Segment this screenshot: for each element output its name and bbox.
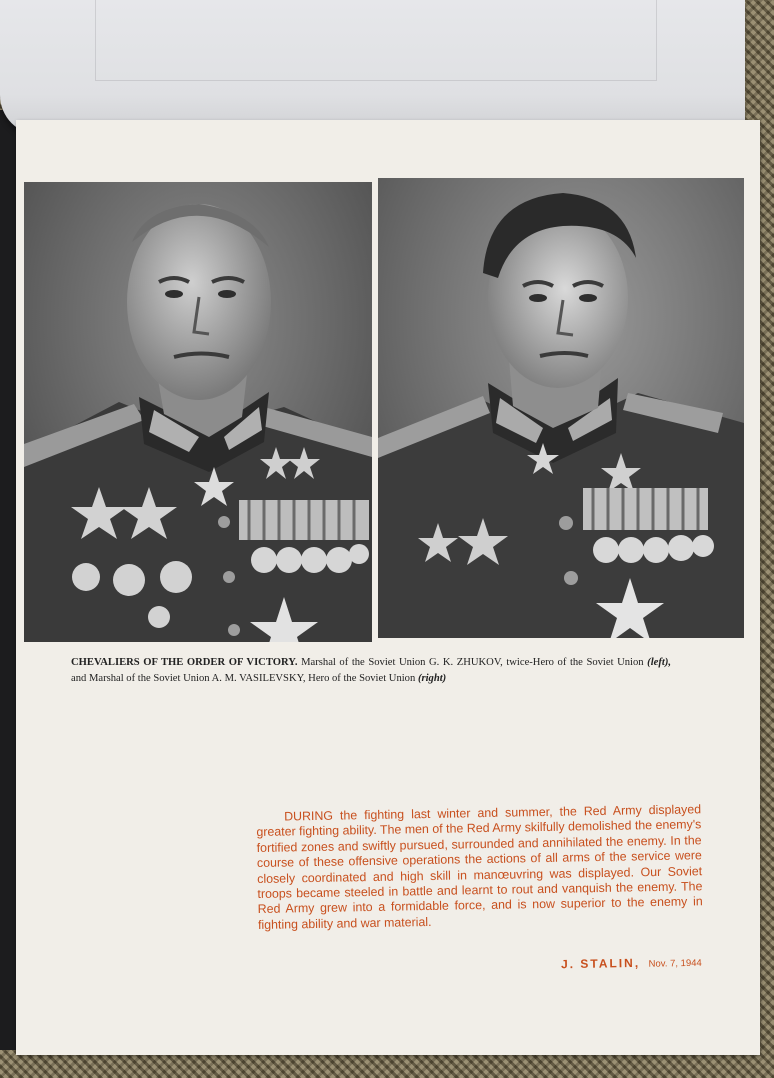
portrait-left-photo (24, 182, 372, 642)
caption-part1: Marshal of the Soviet Union G. K. ZHUKOV, twice-Hero of the Soviet Union (301, 657, 644, 668)
portrait-left-image (24, 182, 372, 642)
book-page (16, 120, 760, 1055)
caption-left-tag: (left), (647, 657, 671, 668)
caption-right-tag: (right) (417, 673, 447, 684)
cover-border (95, 0, 657, 81)
signature-name: J. STALIN, (560, 955, 641, 972)
portrait-right-image (378, 178, 744, 638)
quote-signature (561, 953, 702, 973)
caption-part2: and Marshal of the Soviet Union A. M. VASILEVSKY, Hero of the Soviet Union (71, 673, 416, 684)
quote-text: DURING the fighting last winter and summer, the Red Army displayed greater fighting ability. The men of the Red Army skilfully demolished the enemy's fortified zones and swiftly pursued, surrounded and annihilated the enemy. In the course of these offensive operations the actions of all arms of the service were closely coordinated and high skill in manœuvring was displayed. Our Soviet troops became steeled in battle and learnt to rout and vanquish the enemy. The Red Army grew into a formidable force, and is now superior to the enemy in fighting ability and war material. (256, 802, 703, 932)
portrait-right-photo (378, 178, 744, 638)
cover-page (0, 0, 745, 135)
signature-date: Nov. 7, 1944 (648, 957, 702, 970)
caption-lead: CHEVALIERS OF THE ORDER OF VICTORY. (71, 657, 298, 668)
stalin-quote (256, 802, 703, 933)
photo-caption (71, 655, 671, 687)
